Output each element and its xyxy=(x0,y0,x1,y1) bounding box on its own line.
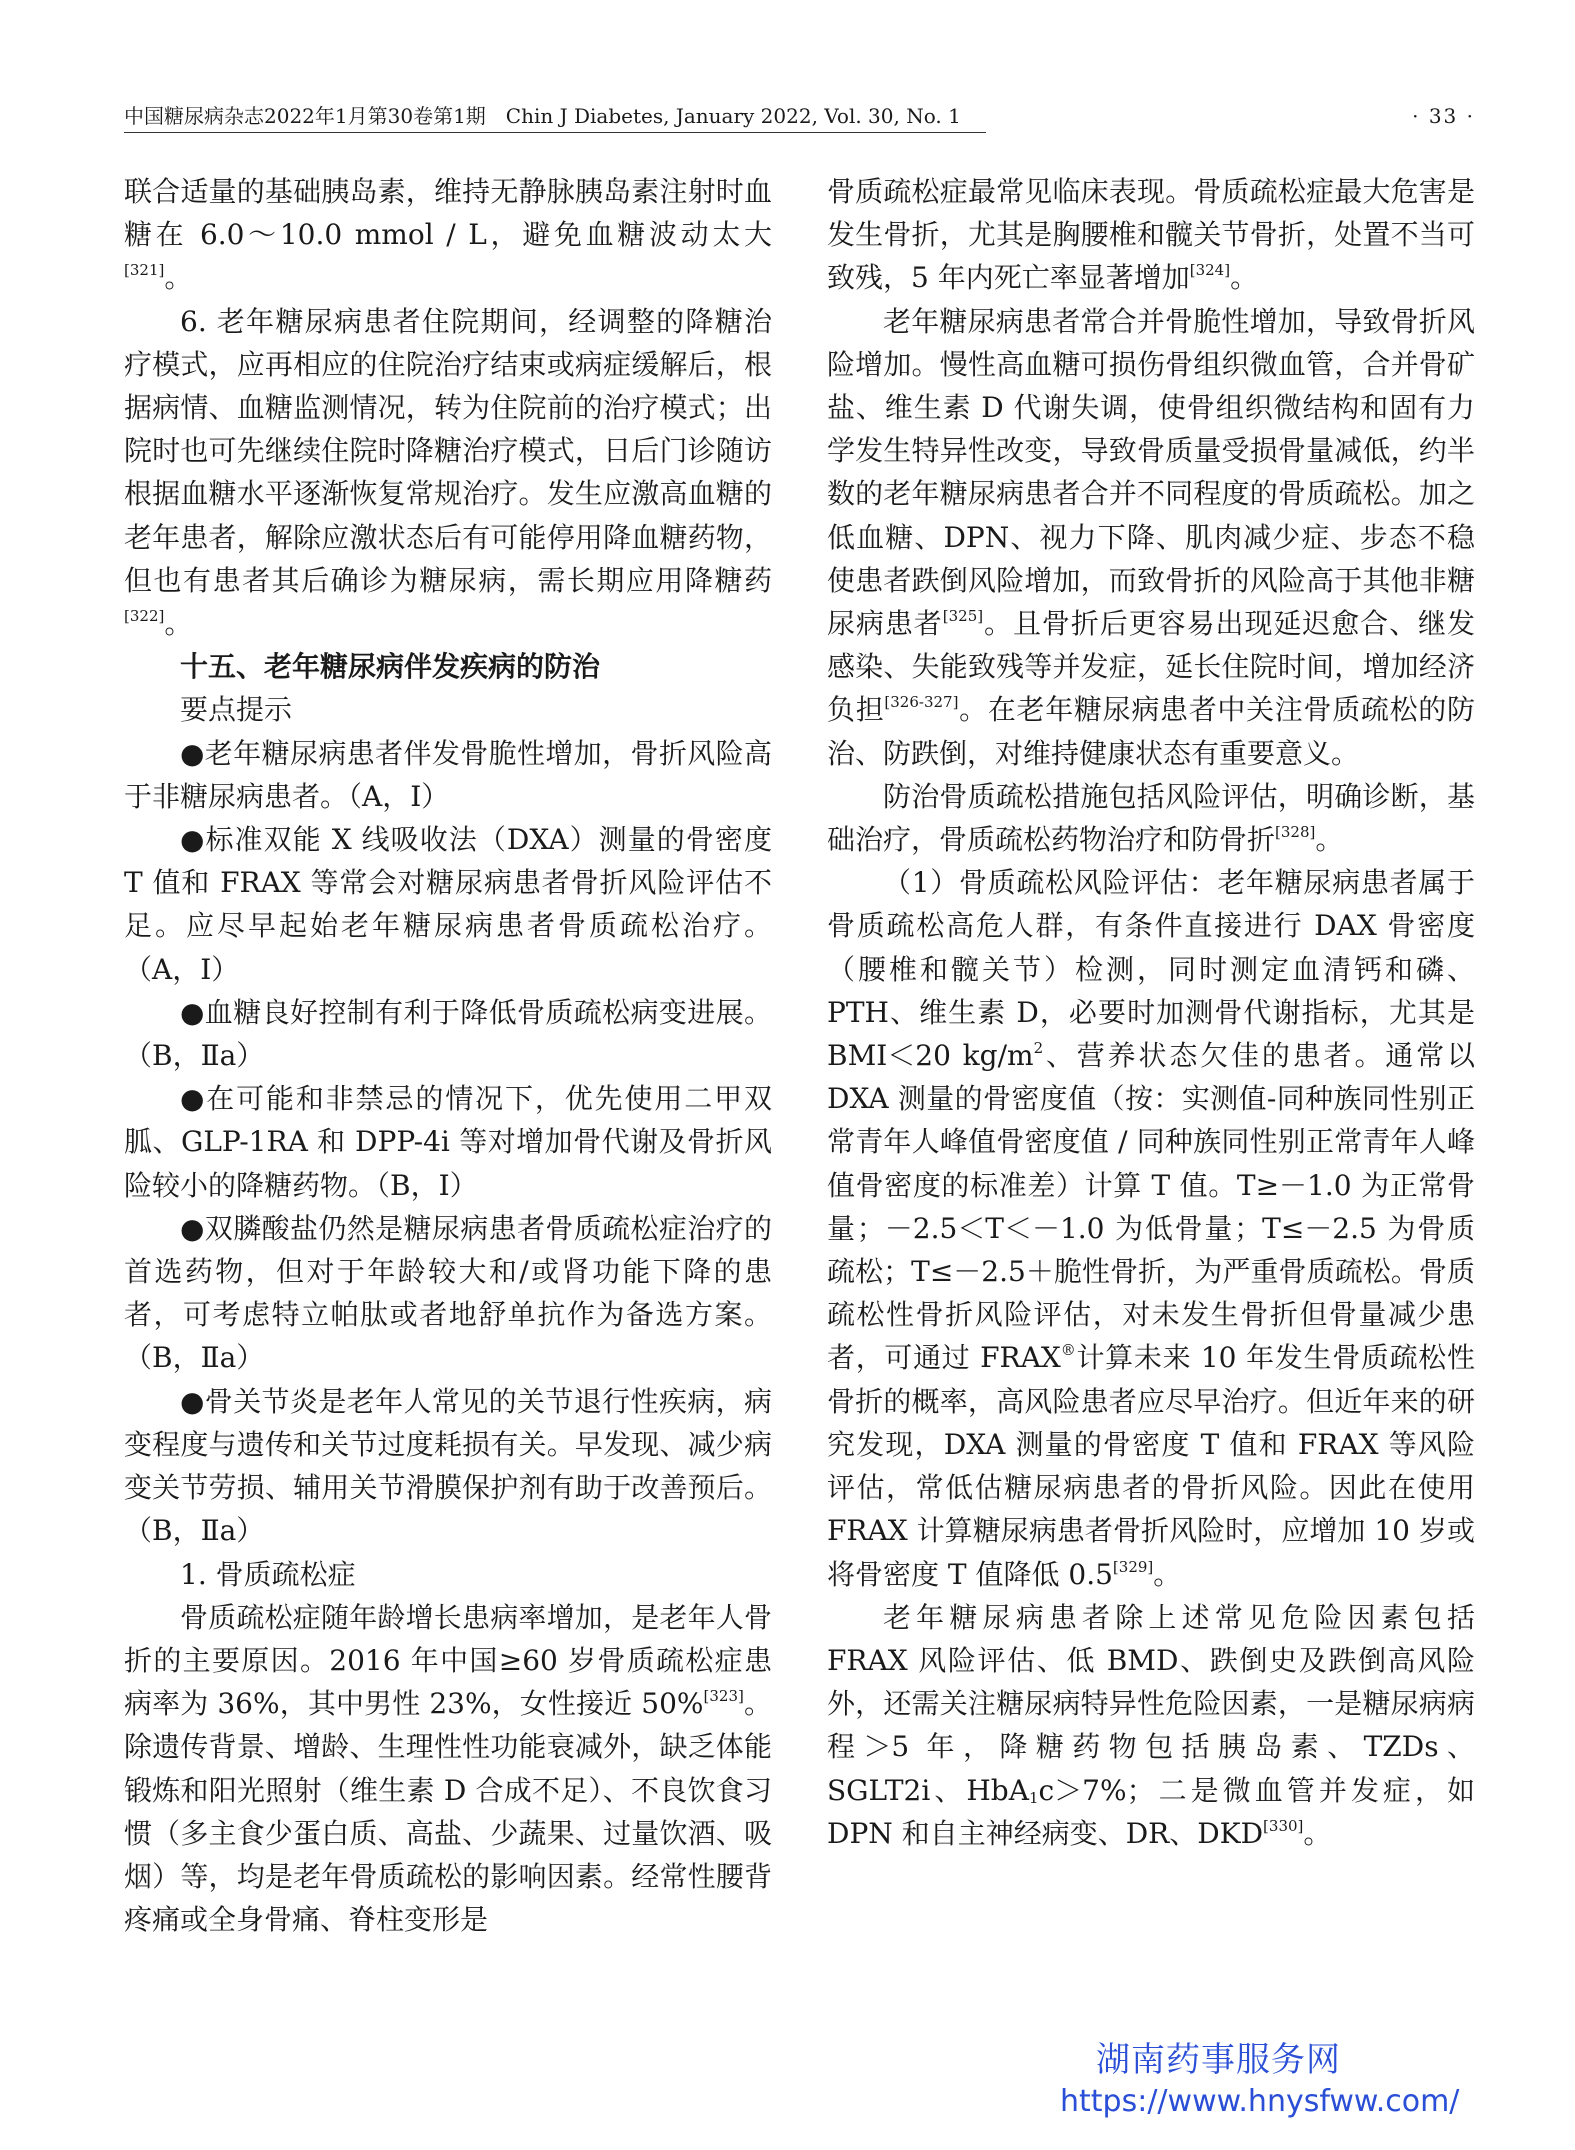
page-number: · 33 · xyxy=(1412,104,1475,128)
reference-marker: [329] xyxy=(1112,1557,1154,1576)
running-header xyxy=(124,98,1475,134)
reference-marker: [323] xyxy=(703,1687,744,1706)
paragraph: 骨质疏松症最常见临床表现。骨质疏松症最大危害是发生骨折，尤其是胸腰椎和髋关节骨折，处置不当可致残，5 年内死亡率显著增加[324]。 xyxy=(827,175,1475,295)
superscript: 2 xyxy=(1033,1039,1044,1058)
journal-citation: 中国糖尿病杂志2022年1月第30卷第1期 Chin J Diabetes, January 2022, Vol. 30, No. 1 xyxy=(124,104,961,128)
left-column xyxy=(124,170,772,1941)
paragraph: 6. 老年糖尿病患者住院期间，经调整的降糖治疗模式，应再相应的住院治疗结束或病症缓解后，根据病情、血糖监测情况，转为住院前的治疗模式；出院时也可先继续住院时降糖治疗模式，日后门诊随访根据血糖水平逐渐恢复常规治疗。发生应激高血糖的老年患者，解除应激状态后有可能停用降血糖药物，但也有患者其后确诊为糖尿病，需长期应用降糖药[322]。 xyxy=(124,304,772,641)
paragraph: 老年糖尿病患者常合并骨脆性增加，导致骨折风险增加。慢性高血糖可损伤骨组织微血管，合并骨矿盐、维生素 D 代谢失调，使骨组织微结构和固有力学发生特异性改变，导致骨质量受损骨量减低，约半数的老年糖尿病患者合并不同程度的骨质疏松。加之低血糖、DPN、视力下降、肌肉减少症、步态不稳使患者跌倒风险增加，而致骨折的风险高于其他非糖尿病患者[325]。且骨折后更容易出现延迟愈合、继发感染、失能致残等并发症，延长住院时间，增加经济负担[326-327]。在老年糖尿病患者中关注骨质疏松的防治、防跌倒，对维持健康状态有重要意义。 xyxy=(827,304,1475,770)
key-point: ●血糖良好控制有利于降低骨质疏松病变进展。（B，Ⅱa） xyxy=(124,995,772,1073)
reference-marker: [321] xyxy=(124,261,165,280)
section-heading: 十五、老年糖尿病伴发疾病的防治 xyxy=(180,650,601,684)
paragraph: 防治骨质疏松措施包括风险评估，明确诊断，基础治疗，骨质疏松药物治疗和防骨折[328]。 xyxy=(827,779,1475,857)
key-point: ●在可能和非禁忌的情况下，优先使用二甲双胍、GLP-1RA 和 DPP-4i 等对增加骨代谢及骨折风险较小的降糖药物。（B，Ⅰ） xyxy=(124,1082,772,1202)
subscript: 1 xyxy=(1028,1788,1039,1807)
paragraph: 联合适量的基础胰岛素，维持无静脉胰岛素注射时血糖在 6.0～10.0 mmol / L，避免血糖波动太大[321]。 xyxy=(124,175,772,295)
right-column xyxy=(827,170,1475,1855)
paragraph: 骨质疏松症随年龄增长患病率增加，是老年人骨折的主要原因。2016 年中国≥60 岁骨质疏松症患病率为 36%，其中男性 23%，女性接近 50%[323]。除遗传背景、增龄、生理性性功能衰减外，缺乏体能锻炼和阳光照射（维生素 D 合成不足）、不良饮食习惯（多主食少蛋白质、高盐、少蔬果、过量饮酒、吸烟）等，均是老年骨质疏松的影响因素。经常性腰背疼痛或全身骨痛、脊柱变形是 xyxy=(124,1600,772,1937)
reference-marker: [325] xyxy=(942,607,984,626)
subsection-heading: 1. 骨质疏松症 xyxy=(180,1557,356,1591)
paragraph: 老年糖尿病患者除上述常见危险因素包括 FRAX 风险评估、低 BMD、跌倒史及跌倒高风险外，还需关注糖尿病特异性危险因素，一是糖尿病病程＞5 年，降糖药物包括胰岛素、TZDs、SGLT2i、HbA$_1$c＞7%；二是微血管并发症，如 DPN 和自主神经病变、DR、DKD[330]。 xyxy=(827,1600,1475,1850)
key-point: ●骨关节炎是老年人常见的关节退行性疾病，病变程度与遗传和关节过度耗损有关。早发现、减少病变关节劳损、辅用关节滑膜保护剂有助于改善预后。（B，Ⅱa） xyxy=(124,1384,772,1548)
reference-marker: [322] xyxy=(124,607,165,626)
reference-marker: [330] xyxy=(1263,1816,1304,1835)
header-rule xyxy=(124,132,986,133)
reference-marker: [328] xyxy=(1275,823,1316,842)
reference-marker: [326-327] xyxy=(884,693,959,712)
key-point: ●双膦酸盐仍然是糖尿病患者骨质疏松症治疗的首选药物，但对于年龄较大和/或肾功能下降的患者，可考虑特立帕肽或者地舒单抗作为备选方案。（B，Ⅱa） xyxy=(124,1211,772,1375)
key-point: ●老年糖尿病患者伴发骨脆性增加，骨折风险高于非糖尿病患者。（A，Ⅰ） xyxy=(124,736,772,813)
key-points-label: 要点提示 xyxy=(180,693,293,727)
reference-marker: [324] xyxy=(1189,261,1231,280)
paragraph: （1）骨质疏松风险评估：老年糖尿病患者属于骨质疏松高危人群，有条件直接进行 DAX 骨密度（腰椎和髋关节）检测，同时测定血清钙和磷、PTH、维生素 D，必要时加测骨代谢指标，尤其是 BMI＜20 $kg/m^2$、营养状态欠佳的患者。通常以 DXA 测量的骨密度值（按：实测值-同种族同性别正常青年人峰值骨密度值 / 同种族同性别正常青年人峰值骨密度的标准差）计算 T 值。T≥－1.0 为正常骨量；－2.5＜T＜－1.0 为低骨量；T≤－2.5 为骨质疏松；T≤－2.5＋脆性骨折，为严重骨质疏松。骨质疏松性骨折风险评估，对未发生骨折但骨量减少患者，可通过 FRAX®计算未来 10 年发生骨质疏松性骨折的概率，高风险患者应尽早治疗。但近年来的研究发现，DXA 测量的骨密度 T 值和 FRAX 等风险评估，常低估糖尿病患者的骨折风险。因此在使用 FRAX 计算糖尿病患者骨折风险时，应增加 10 岁或将骨密度 T 值降低 0.5[329]。 xyxy=(827,866,1475,1591)
watermark xyxy=(1060,2038,1480,2122)
key-point: ●标准双能 X 线吸收法（DXA）测量的骨密度 T 值和 FRAX 等常会对糖尿病患者骨折风险评估不足。应尽早起始老年糖尿病患者骨质疏松治疗。（A，Ⅰ） xyxy=(124,823,772,986)
watermark-name: 湖南药事服务网 xyxy=(1096,2040,1341,2080)
registered-mark: ® xyxy=(1060,1341,1076,1360)
watermark-url: https://www.hnysfww.com/ xyxy=(1060,2084,1460,2119)
